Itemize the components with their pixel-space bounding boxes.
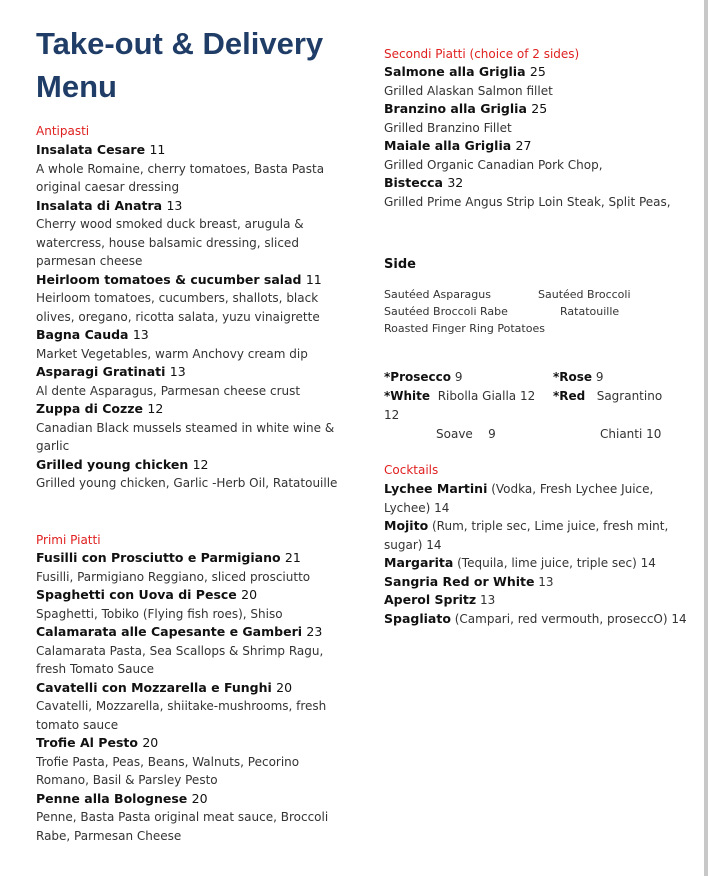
item-price: 13	[538, 574, 554, 589]
item-description: Fusilli, Parmigiano Reggiano, sliced prosciutto	[36, 569, 311, 584]
menu-item	[36, 363, 341, 400]
page-edge-scrollbar[interactable]	[704, 0, 708, 876]
item-name: Aperol Spritz	[384, 592, 477, 607]
item-price: 14	[671, 611, 687, 626]
item-description: Trofie Pasta, Peas, Beans, Walnuts, Pecorino Romano, Basil & Parsley Pesto	[36, 754, 300, 787]
item-name: Bistecca	[384, 175, 443, 190]
item-price: 20	[241, 587, 258, 602]
item-description: Market Vegetables, warm Anchovy cream dip	[36, 346, 308, 361]
cocktail-item	[384, 591, 696, 610]
wine-name: Sagrantino	[596, 389, 663, 403]
item-name: Calamarata alle Capesante e Gamberi	[36, 624, 303, 639]
item-price: 20	[142, 735, 159, 750]
item-description: Al dente Asparagus, Parmesan cheese crust	[36, 383, 301, 398]
item-price: 23	[306, 624, 323, 639]
section-heading-antipasti: Antipasti	[36, 124, 90, 138]
item-price: 12	[192, 456, 209, 472]
item-price: 27	[515, 138, 532, 153]
item-price: 32	[447, 175, 464, 190]
primi-list	[36, 549, 348, 845]
item-description: A whole Romaine, cherry tomatoes, Basta Pasta original caesar dressing	[36, 161, 325, 194]
item-description: Cavatelli, Mozzarella, shiitake-mushrooms, fresh tomato sauce	[36, 699, 327, 732]
wine-price: 9	[595, 370, 604, 384]
menu-item	[36, 586, 348, 623]
item-price: 13	[132, 327, 149, 342]
wine-name: Ribolla Gialla 12	[437, 389, 536, 403]
antipasti-list	[36, 141, 341, 493]
side-item: Sautéed Asparagus	[384, 288, 491, 301]
wine-label: *White	[384, 389, 431, 403]
item-detail: (Campari, red vermouth, proseccO)	[454, 611, 668, 626]
item-name: Penne alla Bolognese	[36, 790, 188, 806]
section-heading-secondi: Secondi Piatti (choice of 2 sides)	[384, 47, 580, 61]
item-description: Spaghetti, Tobiko (Flying fish roes), Shiso	[36, 606, 283, 621]
section-heading-cocktails: Cocktails	[384, 463, 439, 477]
item-price: 25	[531, 101, 548, 116]
wine-name: Soave	[436, 427, 473, 441]
cocktail-item	[384, 573, 696, 592]
item-name: Mojito	[384, 518, 429, 533]
item-name: Zuppa di Cozze	[36, 401, 144, 416]
item-name: Branzino alla Griglia	[384, 101, 527, 116]
side-item: Roasted Finger Ring Potatoes	[384, 322, 545, 335]
item-name: Bagna Cauda	[36, 327, 129, 342]
item-name: Spaghetti con Uova di Pesce	[36, 587, 237, 602]
item-name: Asparagi Gratinati	[36, 364, 166, 379]
wine-label: *Red	[553, 389, 586, 403]
item-price: 13	[169, 364, 186, 379]
secondi-list	[384, 63, 684, 211]
item-detail: (Tequila, lime juice, triple sec)	[457, 556, 637, 570]
item-name: Lychee Martini	[384, 481, 488, 496]
cocktail-item	[384, 610, 696, 629]
menu-item	[384, 174, 684, 211]
item-name: Sangria Red or White	[384, 573, 535, 589]
item-description: Cherry wood smoked duck breast, arugula & watercress, house balsamic dressing, sliced parmesan cheese	[36, 217, 304, 268]
item-price: 14	[426, 537, 442, 552]
item-description: Calamarata Pasta, Sea Scallops & Shrimp Ragu, fresh Tomato Sauce	[36, 643, 324, 676]
menu-item	[36, 679, 348, 735]
item-price: 14	[434, 500, 450, 515]
item-description: Grilled Organic Canadian Pork Chop,	[384, 157, 603, 172]
side-item: Sautéed Broccoli	[538, 288, 631, 301]
menu-item	[36, 734, 348, 790]
wine-rose	[553, 368, 604, 386]
wine-price: 12	[384, 408, 400, 422]
menu-item	[36, 790, 348, 846]
item-description: Heirloom tomatoes, cucumbers, shallots, black olives, oregano, ricotta salata, yuzu vinaigrette	[36, 291, 320, 324]
side-item: Sautéed Broccoli Rabe	[384, 305, 508, 318]
menu-item	[36, 197, 341, 271]
cocktail-list	[384, 480, 696, 628]
menu-item	[36, 400, 341, 456]
wine-soave	[436, 425, 496, 443]
item-description: Grilled Prime Angus Strip Loin Steak, Split Peas,	[384, 194, 671, 209]
cocktail-item	[384, 554, 696, 573]
item-name: Cavatelli con Mozzarella e Funghi	[36, 679, 272, 695]
item-name: Fusilli con Prosciutto e Parmigiano	[36, 550, 281, 565]
item-name: Insalata di Anatra	[36, 197, 163, 213]
item-name: Trofie Al Pesto	[36, 735, 138, 750]
menu-item	[384, 63, 684, 100]
side-item: Ratatouille	[560, 305, 620, 318]
item-description: Grilled Alaskan Salmon fillet	[384, 83, 553, 98]
item-detail: (Vodka, Fresh Lychee Juice, Lychee)	[384, 482, 654, 515]
item-detail: (Rum, triple sec, Lime juice, fresh mint, sugar)	[384, 519, 669, 552]
section-heading-side: Side	[384, 257, 416, 272]
item-price: 13	[166, 197, 183, 213]
menu-item	[36, 141, 341, 197]
item-name: Heirloom tomatoes & cucumber salad	[36, 271, 302, 287]
item-price: 20	[191, 790, 208, 806]
wine-prosecco	[384, 368, 462, 386]
menu-item	[36, 271, 341, 327]
item-description: Grilled young chicken, Garlic -Herb Oil, Ratatouille	[36, 476, 338, 490]
wine-price: 9	[488, 427, 496, 441]
item-name: Spagliato	[384, 610, 451, 626]
item-price: 11	[305, 271, 322, 287]
menu-item	[36, 326, 341, 363]
item-description: Penne, Basta Pasta original meat sauce, Broccoli Rabe, Parmesan Cheese	[36, 810, 329, 843]
wine-red	[553, 387, 662, 405]
item-price: 14	[640, 556, 656, 570]
menu-item	[36, 623, 348, 679]
item-name: Maiale alla Griglia	[384, 138, 512, 153]
item-price: 21	[284, 550, 301, 565]
wine-chianti: Chianti 10	[600, 427, 662, 441]
item-price: 20	[276, 679, 293, 695]
wine-white	[384, 387, 535, 405]
item-price: 25	[529, 64, 546, 79]
menu-item	[384, 100, 684, 137]
item-description: Grilled Branzino Fillet	[384, 120, 512, 135]
menu-item	[384, 137, 684, 174]
wine-label: *Prosecco	[384, 370, 451, 384]
cocktail-item	[384, 517, 696, 554]
menu-item	[36, 456, 341, 493]
wine-label: *Rose	[553, 370, 593, 384]
item-price: 13	[479, 593, 496, 607]
item-name: Salmone alla Griglia	[384, 64, 526, 79]
item-name: Margarita	[384, 555, 454, 570]
item-name: Grilled young chicken	[36, 456, 189, 472]
item-name: Insalata Cesare	[36, 142, 146, 157]
section-heading-primi: Primi Piatti	[36, 533, 101, 547]
item-description: Canadian Black mussels steamed in white wine & garlic	[36, 420, 335, 453]
item-price: 11	[149, 142, 166, 157]
page-title: Take-out & Delivery Menu	[36, 26, 324, 104]
item-price: 12	[147, 401, 164, 416]
wine-price: 9	[454, 370, 463, 384]
menu-item	[36, 549, 348, 586]
cocktail-item	[384, 480, 696, 517]
